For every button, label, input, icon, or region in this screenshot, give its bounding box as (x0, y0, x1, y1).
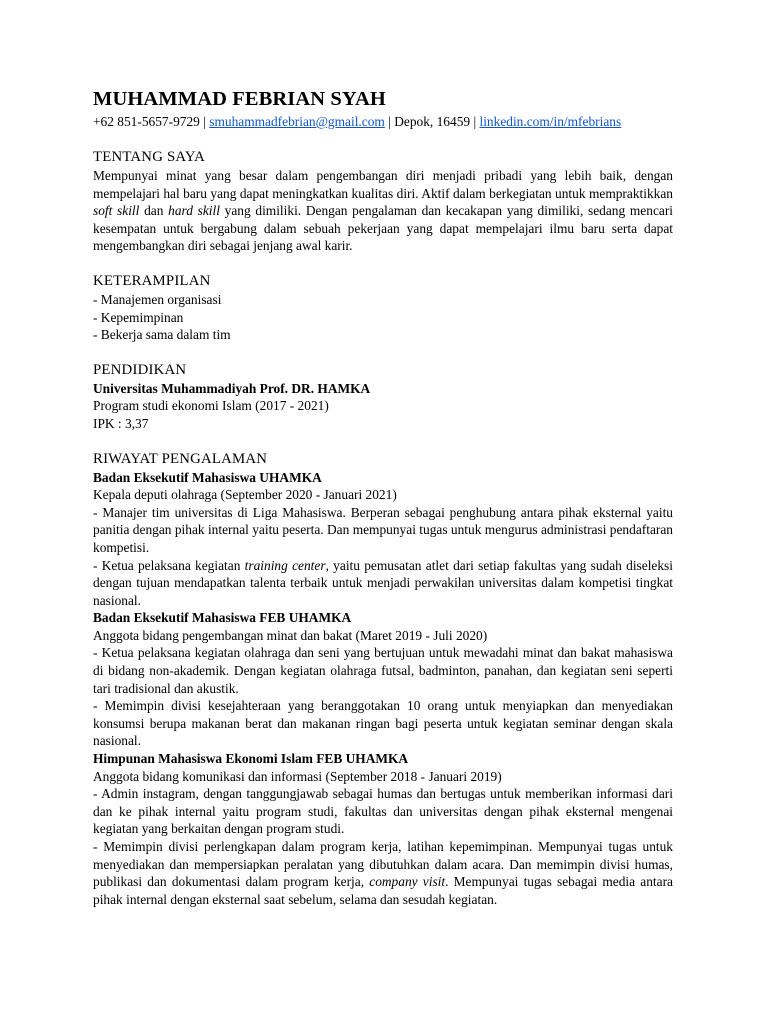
experience-bullet: - Ketua pelaksana kegiatan olahraga dan seni yang bertujuan untuk mewadahi minat dan bakat mahasiswa di bidang non-akademik. Dengan kegiatan olahraga futsal, badminton, panahan, dan kegiatan seni seperti tari tradisional dan akustik. (93, 645, 673, 696)
about-paragraph: Mempunyai minat yang besar dalam pengembangan diri menjadi pribadi yang lebih baik, dengan mempelajari hal baru yang dapat meningkatkan kualitas diri. Aktif dalam berkegiatan untuk mempraktikkan soft skill dan hard skill yang dimiliki. Dengan pengalaman dan kecakapan yang dimiliki, sedang mencari kesempatan untuk bergabung dalam sebuah pekerjaan yang dapat mempelajari ilmu baru serta dapat mengembangkan diri sebagai jenjang awal karir. (93, 168, 674, 254)
separator: | (384, 114, 395, 129)
school-name: Universitas Muhammadiyah Prof. DR. HAMKA (93, 380, 371, 396)
resume-page (93, 86, 673, 908)
experience-bullet: - Admin instagram, dengan tanggungjawab sebagai humas dan bertugas untuk memberikan informasi dari dan ke pihak internal yaitu program studi, fakultas dan universitas dengan pihak eksternal mengenai kegiatan yang berkaitan dengan program studi. (93, 786, 673, 837)
separator: | (199, 114, 210, 129)
org-name: Himpunan Mahasiswa Ekonomi Islam FEB UHAMKA (93, 751, 409, 767)
org-role: Kepala deputi olahraga (September 2020 - Januari 2021) (93, 487, 397, 503)
org-role: Anggota bidang komunikasi dan informasi (September 2018 - Januari 2019) (93, 768, 502, 784)
contact-line (93, 113, 673, 131)
linkedin-link[interactable]: linkedin.com/in/mfebrians (479, 114, 622, 129)
section-title-about: TENTANG SAYA (93, 149, 206, 165)
org-role: Anggota bidang pengembangan minat dan bakat (Maret 2019 - Juli 2020) (93, 627, 488, 643)
separator: | (470, 114, 480, 129)
phone-number: +62 851-5657-9729 (93, 114, 200, 129)
section-title-education: PENDIDIKAN (93, 361, 187, 378)
section-title-skills: KETERAMPILAN (93, 272, 211, 289)
section-title-experience: RIWAYAT PENGALAMAN (93, 450, 268, 467)
skill-item: - Manajemen organisasi (93, 291, 222, 307)
gpa: IPK : 3,37 (93, 415, 149, 431)
experience-bullet: - Memimpin divisi perlengkapan dalam program kerja, latihan kepemimpinan. Mempunyai tugas untuk menyediakan dan mempersiapkan peralatan yang dibutuhkan dalam acara. Dan memimpin divisi humas, publikasi dan dokumentasi dalam program kerja, company visit. Mempunyai tugas sebagai media antara pihak internal dengan eksternal saat sebelum, selama dan sesudah kegiatan. (93, 839, 673, 907)
study-program: Program studi ekonomi Islam (2017 - 2021) (93, 398, 329, 414)
experience-bullet: - Ketua pelaksana kegiatan training center, yaitu pemusatan atlet dari setiap fakultas yang sudah diseleksi dengan tujuan mendapatkan talenta terbaik untuk menjadi perwakilan universitas dalam kompetisi tingkat nasional. (93, 557, 673, 608)
email-link[interactable]: smuhammadfebrian@gmail.com (209, 114, 385, 129)
resume-name: MUHAMMAD FEBRIAN SYAH (93, 88, 386, 110)
org-name: Badan Eksekutif Mahasiswa FEB UHAMKA (93, 610, 352, 626)
experience-bullet: - Memimpin divisi kesejahteraan yang beranggotakan 10 orang untuk menyiapkan dan menyediakan konsumsi berupa makanan berat dan makanan ringan bagi peserta untuk kegiatan seminar dengan skala nasional. (93, 698, 673, 749)
skill-item: - Kepemimpinan (93, 309, 184, 325)
skill-item: - Bekerja sama dalam tim (93, 327, 231, 343)
experience-bullet: - Manajer tim universitas di Liga Mahasiswa. Berperan sebagai penghubung antara pihak eksternal yaitu panitia dengan pihak internal yaitu peserta. Dan mempunyai tugas untuk mengurus administrasi pendaftaran kompetisi. (93, 504, 673, 555)
org-name: Badan Eksekutif Mahasiswa UHAMKA (93, 469, 322, 485)
location: Depok, 16459 (394, 114, 471, 129)
